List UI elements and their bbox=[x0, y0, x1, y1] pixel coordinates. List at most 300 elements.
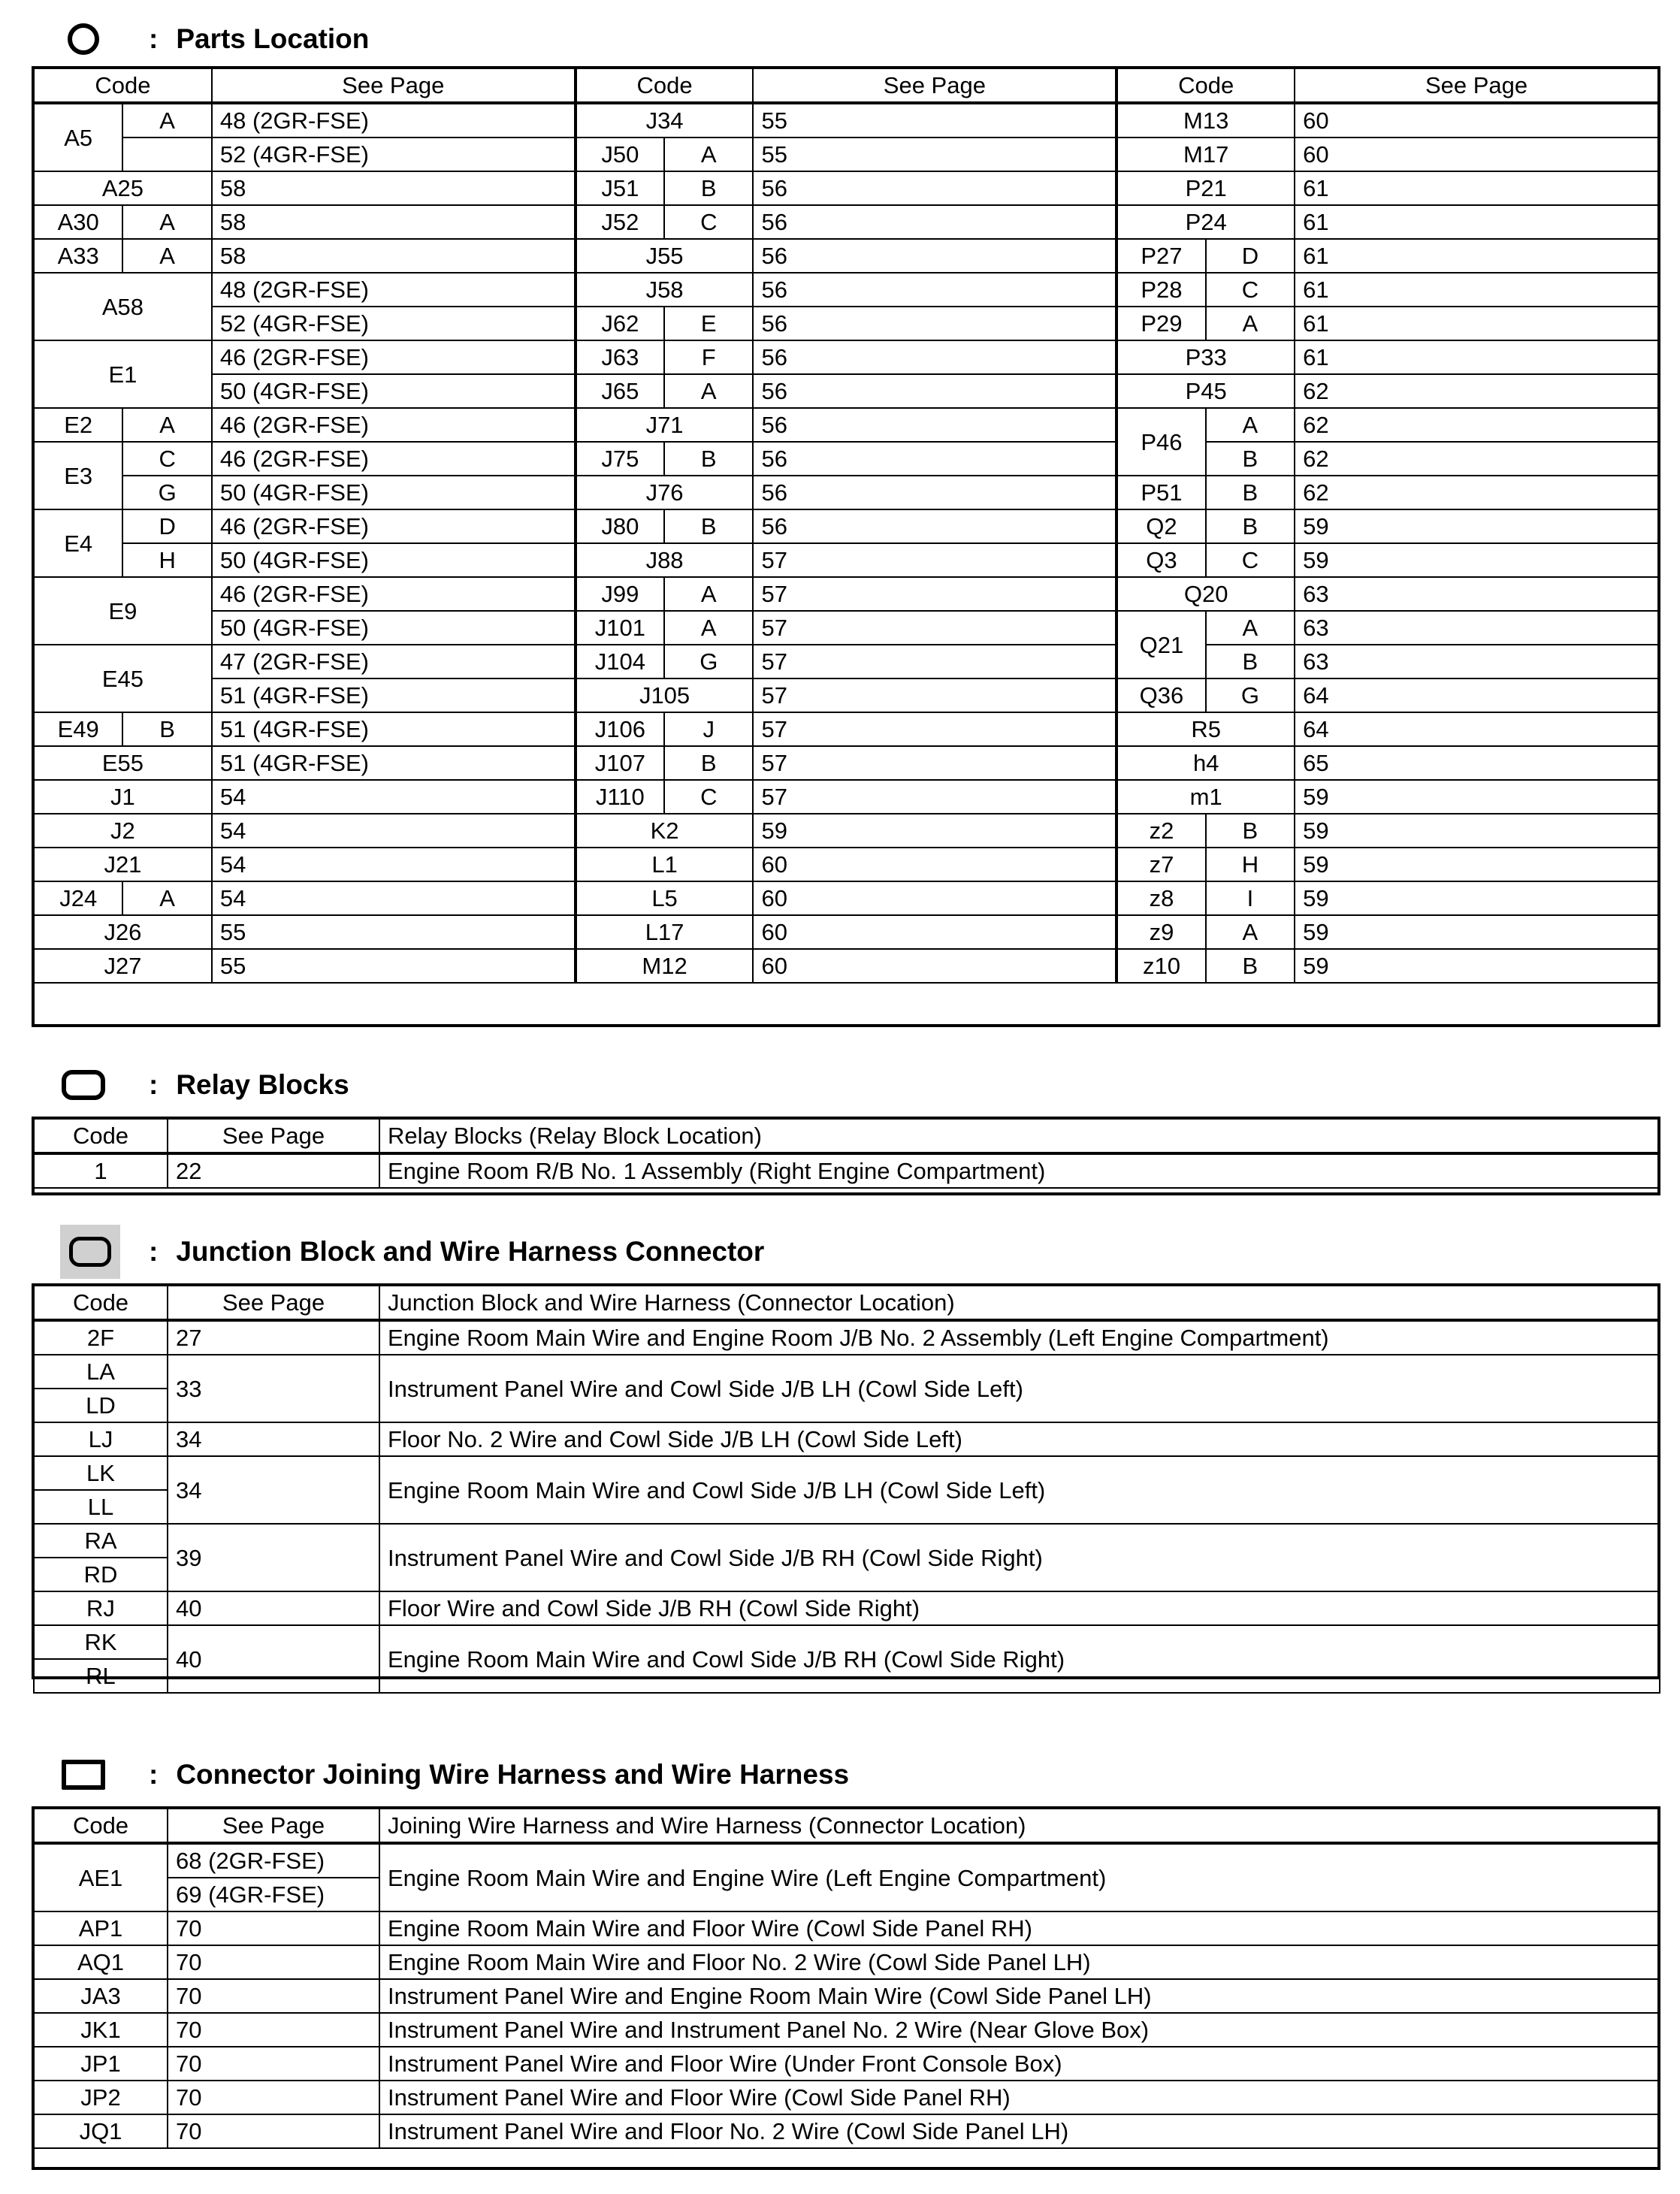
row-see-page: 70 bbox=[168, 2047, 379, 2081]
part-code: J34 bbox=[576, 103, 754, 138]
row-code: 1 bbox=[34, 1153, 168, 1188]
part-see-page: 59 bbox=[1295, 848, 1658, 881]
relay-blocks-table bbox=[33, 1118, 1660, 1189]
table-row bbox=[34, 1625, 1660, 1659]
table-row bbox=[34, 1843, 1660, 1878]
part-see-page: 58 bbox=[212, 239, 576, 273]
part-code: R5 bbox=[1116, 712, 1295, 746]
part-code: z7 bbox=[1116, 848, 1205, 881]
table-row bbox=[34, 1153, 1660, 1188]
part-code: J62 bbox=[576, 307, 664, 340]
header-code: Code bbox=[34, 1809, 168, 1843]
part-see-page: 56 bbox=[753, 239, 1116, 273]
part-code: E55 bbox=[34, 746, 212, 780]
part-code: E2 bbox=[34, 408, 122, 442]
part-sub-code: B bbox=[664, 442, 753, 476]
table-row bbox=[34, 915, 1658, 949]
part-see-page: 61 bbox=[1295, 273, 1658, 307]
part-see-page: 51 (4GR-FSE) bbox=[212, 678, 576, 712]
part-sub-code: A bbox=[664, 577, 753, 611]
row-code: 2F bbox=[34, 1320, 168, 1355]
part-code: z10 bbox=[1116, 949, 1205, 983]
part-see-page: 52 (4GR-FSE) bbox=[212, 138, 576, 171]
table-header-row bbox=[34, 1809, 1660, 1843]
part-see-page: 59 bbox=[753, 814, 1116, 848]
header-description: Joining Wire Harness and Wire Harness (Connector Location) bbox=[379, 1809, 1660, 1843]
part-see-page: 61 bbox=[1295, 340, 1658, 374]
table-row bbox=[34, 509, 1658, 543]
part-see-page: 57 bbox=[753, 611, 1116, 645]
part-see-page: 54 bbox=[212, 848, 576, 881]
part-see-page: 56 bbox=[753, 340, 1116, 374]
part-see-page: 57 bbox=[753, 780, 1116, 814]
part-sub-code: C bbox=[122, 442, 211, 476]
part-sub-code: B bbox=[1206, 509, 1295, 543]
part-see-page: 61 bbox=[1295, 239, 1658, 273]
part-see-page: 56 bbox=[753, 476, 1116, 509]
part-sub-code: J bbox=[664, 712, 753, 746]
connector-joining-title: : Connector Joining Wire Harness and Wire Harness bbox=[149, 1759, 850, 1790]
part-see-page: 48 (2GR-FSE) bbox=[212, 273, 576, 307]
part-code: J75 bbox=[576, 442, 664, 476]
table-row bbox=[34, 171, 1658, 205]
part-sub-code: B bbox=[664, 171, 753, 205]
part-sub-code: B bbox=[1206, 442, 1295, 476]
part-see-page: 54 bbox=[212, 780, 576, 814]
row-code: LD bbox=[34, 1389, 168, 1422]
part-sub-code: C bbox=[664, 780, 753, 814]
row-description: Engine Room Main Wire and Cowl Side J/B LH (Cowl Side Left) bbox=[379, 1456, 1660, 1524]
part-see-page: 62 bbox=[1295, 442, 1658, 476]
table-row bbox=[34, 848, 1658, 881]
part-see-page: 46 (2GR-FSE) bbox=[212, 442, 576, 476]
part-code: J24 bbox=[34, 881, 122, 915]
part-code: P24 bbox=[1116, 205, 1295, 239]
row-code: LL bbox=[34, 1490, 168, 1524]
part-see-page: 57 bbox=[753, 543, 1116, 577]
header-code: Code bbox=[1116, 68, 1295, 103]
part-code: E4 bbox=[34, 509, 122, 577]
part-see-page: 59 bbox=[1295, 949, 1658, 983]
part-sub-code: I bbox=[1206, 881, 1295, 915]
junction-block-title: : Junction Block and Wire Harness Connector bbox=[149, 1236, 765, 1267]
row-see-page: 33 bbox=[168, 1355, 379, 1422]
part-code: A58 bbox=[34, 273, 212, 340]
part-code: A33 bbox=[34, 239, 122, 273]
row-description: Engine Room Main Wire and Floor No. 2 Wire (Cowl Side Panel LH) bbox=[379, 1945, 1660, 1979]
part-sub-code: A bbox=[664, 611, 753, 645]
part-see-page: 62 bbox=[1295, 374, 1658, 408]
table-row bbox=[34, 780, 1658, 814]
part-see-page: 57 bbox=[753, 645, 1116, 678]
header-code: Code bbox=[34, 1286, 168, 1320]
part-sub-code: A bbox=[1206, 611, 1295, 645]
part-code: P33 bbox=[1116, 340, 1295, 374]
part-sub-code: B bbox=[1206, 645, 1295, 678]
table-header-row bbox=[34, 1286, 1660, 1320]
part-sub-code: G bbox=[122, 476, 211, 509]
part-code: J26 bbox=[34, 915, 212, 949]
part-code: J21 bbox=[34, 848, 212, 881]
part-sub-code: B bbox=[1206, 476, 1295, 509]
part-see-page: 62 bbox=[1295, 476, 1658, 509]
row-code: LK bbox=[34, 1456, 168, 1490]
part-see-page: 54 bbox=[212, 814, 576, 848]
row-see-page: 40 bbox=[168, 1591, 379, 1625]
part-code: J63 bbox=[576, 340, 664, 374]
part-code: h4 bbox=[1116, 746, 1295, 780]
part-code: J52 bbox=[576, 205, 664, 239]
part-see-page: 56 bbox=[753, 374, 1116, 408]
row-see-page: 70 bbox=[168, 2081, 379, 2114]
row-see-page: 70 bbox=[168, 1979, 379, 2013]
part-sub-code: A bbox=[122, 205, 211, 239]
table-row bbox=[34, 1911, 1660, 1945]
part-see-page: 60 bbox=[1295, 138, 1658, 171]
table-row bbox=[34, 1320, 1660, 1355]
part-sub-code: A bbox=[122, 408, 211, 442]
part-sub-code: B bbox=[664, 509, 753, 543]
table-row bbox=[34, 949, 1658, 983]
row-see-page: 70 bbox=[168, 2114, 379, 2148]
part-code: L1 bbox=[576, 848, 754, 881]
part-code: J58 bbox=[576, 273, 754, 307]
part-sub-code: D bbox=[122, 509, 211, 543]
part-see-page: 51 (4GR-FSE) bbox=[212, 712, 576, 746]
row-see-page: 69 (4GR-FSE) bbox=[168, 1878, 379, 1911]
row-description: Engine Room R/B No. 1 Assembly (Right Engine Compartment) bbox=[379, 1153, 1660, 1188]
part-see-page: 50 (4GR-FSE) bbox=[212, 543, 576, 577]
part-see-page: 65 bbox=[1295, 746, 1658, 780]
part-code: J80 bbox=[576, 509, 664, 543]
part-see-page: 60 bbox=[753, 915, 1116, 949]
part-code: M17 bbox=[1116, 138, 1295, 171]
part-see-page: 64 bbox=[1295, 712, 1658, 746]
row-see-page: 22 bbox=[168, 1153, 379, 1188]
part-sub-code: H bbox=[1206, 848, 1295, 881]
part-code: J76 bbox=[576, 476, 754, 509]
table-row bbox=[34, 273, 1658, 307]
part-sub-code: A bbox=[122, 103, 211, 138]
part-see-page: 57 bbox=[753, 678, 1116, 712]
part-code: M13 bbox=[1116, 103, 1295, 138]
row-code: JQ1 bbox=[34, 2114, 168, 2148]
part-see-page: 56 bbox=[753, 273, 1116, 307]
row-see-page: 70 bbox=[168, 1945, 379, 1979]
part-sub-code: C bbox=[1206, 543, 1295, 577]
part-code: P27 bbox=[1116, 239, 1205, 273]
part-sub-code: A bbox=[664, 374, 753, 408]
header-code: Code bbox=[576, 68, 754, 103]
row-description: Engine Room Main Wire and Engine Wire (Left Engine Compartment) bbox=[379, 1843, 1660, 1911]
row-code: RK bbox=[34, 1625, 168, 1659]
part-see-page: 55 bbox=[212, 949, 576, 983]
part-code: P28 bbox=[1116, 273, 1205, 307]
header-see-page: See Page bbox=[168, 1809, 379, 1843]
part-see-page: 57 bbox=[753, 746, 1116, 780]
table-row bbox=[34, 814, 1658, 848]
table-row bbox=[34, 205, 1658, 239]
part-see-page: 54 bbox=[212, 881, 576, 915]
table-row bbox=[34, 746, 1658, 780]
part-see-page: 60 bbox=[753, 949, 1116, 983]
header-description: Junction Block and Wire Harness (Connector Location) bbox=[379, 1286, 1660, 1320]
part-code: J110 bbox=[576, 780, 664, 814]
part-sub-code: A bbox=[1206, 915, 1295, 949]
row-description: Instrument Panel Wire and Floor No. 2 Wire (Cowl Side Panel LH) bbox=[379, 2114, 1660, 2148]
part-code: J101 bbox=[576, 611, 664, 645]
part-sub-code: G bbox=[1206, 678, 1295, 712]
header-see-page: See Page bbox=[753, 68, 1116, 103]
relay-block-symbol-icon bbox=[62, 1070, 105, 1100]
part-code: Q3 bbox=[1116, 543, 1205, 577]
part-see-page: 59 bbox=[1295, 814, 1658, 848]
part-code: E45 bbox=[34, 645, 212, 712]
part-see-page: 59 bbox=[1295, 881, 1658, 915]
part-code: P29 bbox=[1116, 307, 1205, 340]
part-sub-code: B bbox=[664, 746, 753, 780]
table-row bbox=[34, 442, 1658, 476]
part-see-page: 51 (4GR-FSE) bbox=[212, 746, 576, 780]
table-row bbox=[34, 476, 1658, 509]
part-code: P21 bbox=[1116, 171, 1295, 205]
part-see-page: 61 bbox=[1295, 171, 1658, 205]
junction-block-table bbox=[33, 1285, 1660, 1694]
table-row bbox=[34, 543, 1658, 577]
row-see-page: 34 bbox=[168, 1422, 379, 1456]
part-code: A5 bbox=[34, 103, 122, 171]
table-row bbox=[34, 1945, 1660, 1979]
part-see-page: 58 bbox=[212, 171, 576, 205]
table-row bbox=[34, 2114, 1660, 2148]
part-code: A30 bbox=[34, 205, 122, 239]
part-see-page: 62 bbox=[1295, 408, 1658, 442]
part-code: z8 bbox=[1116, 881, 1205, 915]
table-row bbox=[34, 2013, 1660, 2047]
part-see-page: 61 bbox=[1295, 205, 1658, 239]
part-code: z9 bbox=[1116, 915, 1205, 949]
row-description: Floor No. 2 Wire and Cowl Side J/B LH (Cowl Side Left) bbox=[379, 1422, 1660, 1456]
part-see-page: 56 bbox=[753, 307, 1116, 340]
table-row bbox=[34, 1979, 1660, 2013]
table-row bbox=[34, 1524, 1660, 1558]
row-code: JP2 bbox=[34, 2081, 168, 2114]
part-sub-code: B bbox=[122, 712, 211, 746]
row-code: JA3 bbox=[34, 1979, 168, 2013]
row-description: Instrument Panel Wire and Cowl Side J/B RH (Cowl Side Right) bbox=[379, 1524, 1660, 1591]
part-see-page: 59 bbox=[1295, 915, 1658, 949]
part-see-page: 55 bbox=[753, 103, 1116, 138]
part-code: E1 bbox=[34, 340, 212, 408]
part-code: z2 bbox=[1116, 814, 1205, 848]
part-see-page: 46 (2GR-FSE) bbox=[212, 509, 576, 543]
part-see-page: 60 bbox=[753, 848, 1116, 881]
part-code: L17 bbox=[576, 915, 754, 949]
part-see-page: 46 (2GR-FSE) bbox=[212, 340, 576, 374]
row-description: Floor Wire and Cowl Side J/B RH (Cowl Side Right) bbox=[379, 1591, 1660, 1625]
part-see-page: 50 (4GR-FSE) bbox=[212, 611, 576, 645]
parts-location-table bbox=[33, 68, 1659, 984]
parts-location-title: : Parts Location bbox=[149, 23, 370, 54]
part-see-page: 59 bbox=[1295, 543, 1658, 577]
row-see-page: 40 bbox=[168, 1625, 379, 1693]
part-sub-code: A bbox=[122, 239, 211, 273]
part-see-page: 63 bbox=[1295, 645, 1658, 678]
part-sub-code: C bbox=[1206, 273, 1295, 307]
table-row bbox=[34, 577, 1658, 611]
part-see-page: 59 bbox=[1295, 509, 1658, 543]
row-code: AP1 bbox=[34, 1911, 168, 1945]
row-see-page: 34 bbox=[168, 1456, 379, 1524]
part-code: m1 bbox=[1116, 780, 1295, 814]
part-see-page: 52 (4GR-FSE) bbox=[212, 307, 576, 340]
part-code: J104 bbox=[576, 645, 664, 678]
part-see-page: 63 bbox=[1295, 611, 1658, 645]
part-code: L5 bbox=[576, 881, 754, 915]
part-see-page: 56 bbox=[753, 442, 1116, 476]
header-description: Relay Blocks (Relay Block Location) bbox=[379, 1119, 1660, 1153]
row-code: AQ1 bbox=[34, 1945, 168, 1979]
part-code: J2 bbox=[34, 814, 212, 848]
part-code: E49 bbox=[34, 712, 122, 746]
table-row bbox=[34, 678, 1658, 712]
part-sub-code: A bbox=[1206, 408, 1295, 442]
circle-symbol-icon bbox=[68, 23, 99, 55]
part-code: J106 bbox=[576, 712, 664, 746]
part-code: P46 bbox=[1116, 408, 1205, 476]
table-row bbox=[34, 340, 1658, 374]
connector-joining-table bbox=[33, 1808, 1660, 2149]
row-description: Instrument Panel Wire and Cowl Side J/B LH (Cowl Side Left) bbox=[379, 1355, 1660, 1422]
row-description: Instrument Panel Wire and Floor Wire (Under Front Console Box) bbox=[379, 2047, 1660, 2081]
row-description: Engine Room Main Wire and Engine Room J/B No. 2 Assembly (Left Engine Compartment) bbox=[379, 1320, 1660, 1355]
row-see-page: 68 (2GR-FSE) bbox=[168, 1843, 379, 1878]
part-see-page: 60 bbox=[753, 881, 1116, 915]
part-see-page: 57 bbox=[753, 712, 1116, 746]
table-header-row bbox=[34, 68, 1658, 103]
table-row bbox=[34, 1456, 1660, 1490]
header-code: Code bbox=[34, 68, 212, 103]
row-see-page: 39 bbox=[168, 1524, 379, 1591]
row-description: Engine Room Main Wire and Floor Wire (Cowl Side Panel RH) bbox=[379, 1911, 1660, 1945]
table-row bbox=[34, 2047, 1660, 2081]
part-see-page: 48 (2GR-FSE) bbox=[212, 103, 576, 138]
part-code: J107 bbox=[576, 746, 664, 780]
table-row bbox=[34, 239, 1658, 273]
part-see-page: 59 bbox=[1295, 780, 1658, 814]
row-description: Instrument Panel Wire and Floor Wire (Cowl Side Panel RH) bbox=[379, 2081, 1660, 2114]
row-code: LA bbox=[34, 1355, 168, 1389]
part-code: J50 bbox=[576, 138, 664, 171]
part-see-page: 46 (2GR-FSE) bbox=[212, 577, 576, 611]
row-see-page: 70 bbox=[168, 2013, 379, 2047]
part-code: J55 bbox=[576, 239, 754, 273]
part-code: E3 bbox=[34, 442, 122, 509]
part-sub-code: A bbox=[122, 881, 211, 915]
table-row bbox=[34, 1355, 1660, 1389]
part-code: Q36 bbox=[1116, 678, 1205, 712]
row-code: LJ bbox=[34, 1422, 168, 1456]
part-see-page: 46 (2GR-FSE) bbox=[212, 408, 576, 442]
part-code: J51 bbox=[576, 171, 664, 205]
table-row bbox=[34, 138, 1658, 171]
part-sub-code: G bbox=[664, 645, 753, 678]
part-code: P51 bbox=[1116, 476, 1205, 509]
part-code: J105 bbox=[576, 678, 754, 712]
part-see-page: 55 bbox=[753, 138, 1116, 171]
row-code: RJ bbox=[34, 1591, 168, 1625]
row-code: RL bbox=[34, 1659, 168, 1693]
row-description: Instrument Panel Wire and Instrument Panel No. 2 Wire (Near Glove Box) bbox=[379, 2013, 1660, 2047]
part-see-page: 55 bbox=[212, 915, 576, 949]
part-see-page: 57 bbox=[753, 577, 1116, 611]
table-row bbox=[34, 103, 1658, 138]
table-row bbox=[34, 2081, 1660, 2114]
part-see-page: 58 bbox=[212, 205, 576, 239]
table-row bbox=[34, 611, 1658, 645]
table-row bbox=[34, 374, 1658, 408]
table-row bbox=[34, 881, 1658, 915]
part-sub-code: A bbox=[1206, 307, 1295, 340]
row-code: RA bbox=[34, 1524, 168, 1558]
table-row bbox=[34, 712, 1658, 746]
table-row bbox=[34, 307, 1658, 340]
header-see-page: See Page bbox=[1295, 68, 1658, 103]
part-see-page: 47 (2GR-FSE) bbox=[212, 645, 576, 678]
part-see-page: 56 bbox=[753, 205, 1116, 239]
part-code: Q2 bbox=[1116, 509, 1205, 543]
part-code: J27 bbox=[34, 949, 212, 983]
part-see-page: 61 bbox=[1295, 307, 1658, 340]
row-description: Instrument Panel Wire and Engine Room Main Wire (Cowl Side Panel LH) bbox=[379, 1979, 1660, 2013]
junction-block-symbol-icon bbox=[69, 1237, 111, 1267]
part-sub-code: H bbox=[122, 543, 211, 577]
connector-symbol-icon bbox=[62, 1760, 105, 1790]
part-sub-code bbox=[122, 138, 211, 171]
part-see-page: 64 bbox=[1295, 678, 1658, 712]
part-code: J99 bbox=[576, 577, 664, 611]
part-code: A25 bbox=[34, 171, 212, 205]
header-see-page: See Page bbox=[168, 1119, 379, 1153]
part-code: M12 bbox=[576, 949, 754, 983]
part-sub-code: F bbox=[664, 340, 753, 374]
part-see-page: 56 bbox=[753, 171, 1116, 205]
part-sub-code: C bbox=[664, 205, 753, 239]
part-code: Q21 bbox=[1116, 611, 1205, 678]
row-code: AE1 bbox=[34, 1843, 168, 1911]
table-row bbox=[34, 645, 1658, 678]
header-see-page: See Page bbox=[168, 1286, 379, 1320]
row-see-page: 27 bbox=[168, 1320, 379, 1355]
part-see-page: 60 bbox=[1295, 103, 1658, 138]
part-code: J1 bbox=[34, 780, 212, 814]
part-see-page: 50 (4GR-FSE) bbox=[212, 476, 576, 509]
part-code: K2 bbox=[576, 814, 754, 848]
part-see-page: 56 bbox=[753, 408, 1116, 442]
part-code: J88 bbox=[576, 543, 754, 577]
row-code: JP1 bbox=[34, 2047, 168, 2081]
relay-blocks-title: : Relay Blocks bbox=[149, 1069, 349, 1100]
part-code: J71 bbox=[576, 408, 754, 442]
table-row bbox=[34, 1591, 1660, 1625]
part-sub-code: E bbox=[664, 307, 753, 340]
row-code: RD bbox=[34, 1558, 168, 1591]
table-header-row bbox=[34, 1119, 1660, 1153]
part-sub-code: B bbox=[1206, 814, 1295, 848]
part-code: E9 bbox=[34, 577, 212, 645]
part-sub-code: D bbox=[1206, 239, 1295, 273]
table-row bbox=[34, 408, 1658, 442]
